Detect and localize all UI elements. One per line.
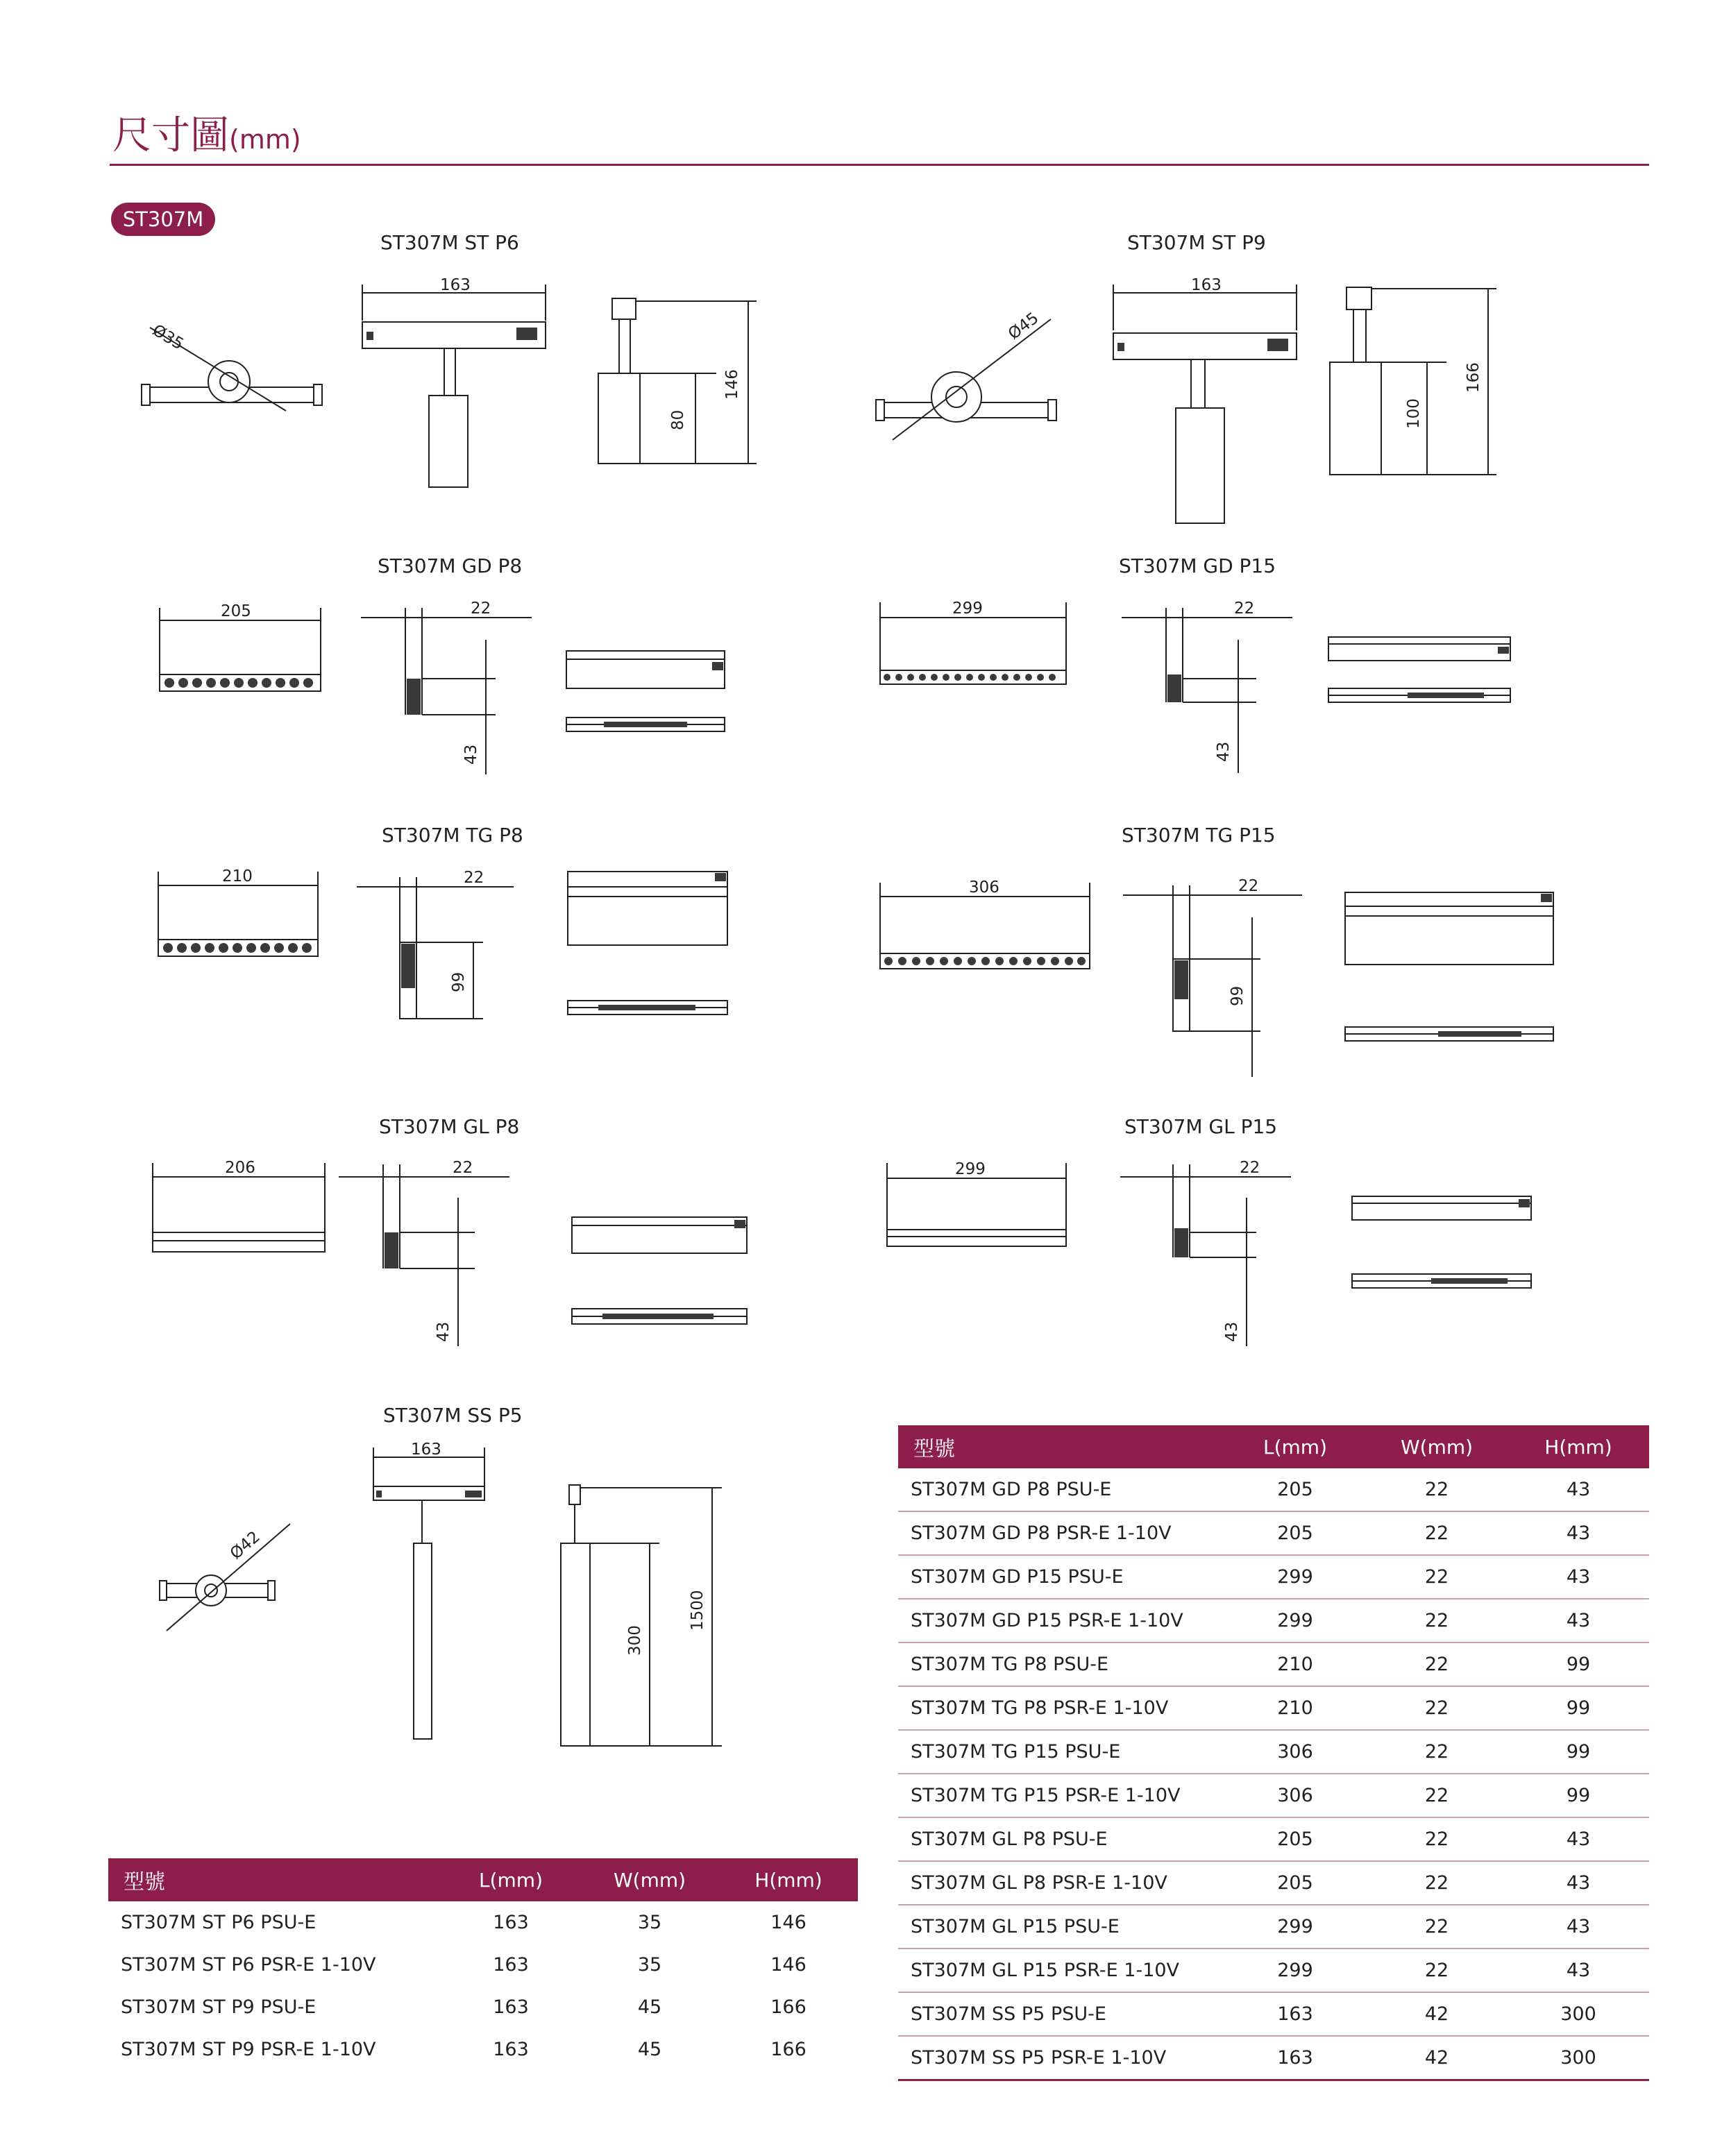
cell-length: 299	[1224, 1599, 1366, 1643]
cell-height: 300	[1508, 1992, 1649, 2036]
ss-p5-total-height-label: 1500	[689, 1590, 707, 1631]
cell-height: 99	[1508, 1643, 1649, 1686]
gd-p15-height-label: 43	[1215, 741, 1233, 762]
cell-width: 22	[1366, 1949, 1508, 1992]
st-p9-length-label: 163	[1191, 276, 1222, 294]
gl-p15-profile-views	[1348, 1187, 1542, 1298]
gl-p8-top-view	[147, 1155, 335, 1266]
header-length: L(mm)	[441, 1858, 580, 1901]
page-title-unit: (mm)	[229, 124, 301, 155]
cell-model: ST307M ST P9 PSR-E 1-10V	[121, 2039, 376, 2060]
series-badge: ST307M	[111, 203, 215, 236]
header-model: 型號	[108, 1858, 441, 1901]
ss-p5-head-height-label: 300	[626, 1625, 644, 1656]
st-p9-side-view	[1323, 280, 1503, 482]
cell-length: 205	[1224, 1861, 1366, 1905]
table-row	[108, 1986, 858, 2028]
tg-p8-width-label: 22	[464, 869, 484, 887]
cell-length: 205	[1224, 1511, 1366, 1555]
figure-label-gd-p15: ST307M GD P15	[1119, 554, 1276, 577]
cell-width: 22	[1366, 1686, 1508, 1730]
cell-length: 210	[1224, 1686, 1366, 1730]
cell-width: 22	[1366, 1774, 1508, 1817]
st-p6-side-view	[591, 291, 772, 472]
header-width: W(mm)	[580, 1858, 719, 1901]
cell-model: ST307M GL P8 PSU-E	[898, 1817, 1224, 1861]
table-header-row	[108, 1858, 858, 1901]
cell-height: 43	[1508, 1555, 1649, 1599]
table-row	[898, 1511, 1649, 1555]
cell-width: 22	[1366, 1905, 1508, 1949]
gd-p15-width-label: 22	[1234, 600, 1255, 618]
st-p9-front-view	[1109, 278, 1303, 527]
cell-height: 43	[1508, 1949, 1649, 1992]
cell-height: 166	[770, 1996, 807, 2018]
ss-p5-top-view	[158, 1506, 297, 1645]
ss-p5-diameter-label: Ø42	[226, 1527, 264, 1563]
table-row	[898, 1905, 1649, 1949]
cell-model: ST307M GD P15 PSU-E	[898, 1555, 1224, 1599]
tg-p15-length-label: 306	[969, 878, 999, 897]
figure-label-st-p6: ST307M ST P6	[380, 231, 519, 254]
gd-p15-profile-views	[1324, 630, 1519, 720]
tg-p8-profile-views	[564, 865, 737, 1024]
cell-length: 299	[1224, 1555, 1366, 1599]
title-rule	[110, 164, 1649, 166]
header-length: L(mm)	[1224, 1425, 1366, 1468]
figure-label-gl-p15: ST307M GL P15	[1124, 1115, 1278, 1138]
cell-width: 45	[637, 1996, 662, 2018]
table-row	[898, 1949, 1649, 1992]
page-title-text: 尺寸圖	[112, 113, 229, 158]
gd-p15-section-view	[1119, 598, 1299, 779]
cell-model: ST307M SS P5 PSR-E 1-10V	[898, 2036, 1224, 2080]
ss-p5-length-label: 163	[411, 1441, 441, 1459]
gd-p8-profile-views	[562, 645, 736, 742]
gl-p15-top-view	[883, 1156, 1077, 1253]
st-p6-head-height-label: 80	[669, 409, 687, 430]
tg-p15-led-array	[884, 957, 1086, 965]
cell-height: 43	[1508, 1905, 1649, 1949]
table-row	[898, 1643, 1649, 1686]
cell-length: 163	[493, 1954, 529, 1976]
tg-p8-length-label: 210	[222, 867, 253, 885]
cell-length: 205	[1224, 1817, 1366, 1861]
cell-length: 306	[1224, 1774, 1366, 1817]
gl-p15-width-label: 22	[1240, 1159, 1260, 1177]
cell-model: ST307M TG P15 PSU-E	[898, 1730, 1224, 1774]
cell-model: ST307M ST P6 PSU-E	[121, 1912, 316, 1933]
cell-model: ST307M GD P15 PSR-E 1-10V	[898, 1599, 1224, 1643]
cell-length: 299	[1224, 1905, 1366, 1949]
cell-height: 43	[1508, 1817, 1649, 1861]
cell-width: 22	[1366, 1468, 1508, 1511]
tg-p15-profile-views	[1341, 885, 1563, 1052]
cell-model: ST307M ST P9 PSU-E	[121, 1996, 316, 2018]
table-row	[898, 1730, 1649, 1774]
header-model: 型號	[898, 1425, 1224, 1468]
gl-p8-height-label: 43	[434, 1321, 453, 1342]
cell-model: ST307M ST P6 PSR-E 1-10V	[121, 1954, 376, 1976]
ss-p5-side-view	[555, 1478, 736, 1756]
cell-length: 306	[1224, 1730, 1366, 1774]
cell-model: ST307M GL P8 PSR-E 1-10V	[898, 1861, 1224, 1905]
cell-length: 163	[493, 2039, 529, 2060]
cell-height: 99	[1508, 1730, 1649, 1774]
cell-height: 43	[1508, 1599, 1649, 1643]
cell-model: ST307M TG P8 PSR-E 1-10V	[898, 1686, 1224, 1730]
gd-p8-length-label: 205	[221, 602, 251, 620]
spec-table-st	[108, 1858, 858, 2071]
st-p9-diameter-label: Ø45	[1004, 309, 1043, 343]
header-height: H(mm)	[719, 1858, 858, 1901]
cell-length: 299	[1224, 1949, 1366, 1992]
table-row	[898, 1817, 1649, 1861]
cell-height: 43	[1508, 1511, 1649, 1555]
table-row	[898, 1599, 1649, 1643]
gl-p8-profile-views	[568, 1210, 755, 1335]
figure-label-gd-p8: ST307M GD P8	[378, 554, 523, 577]
st-p6-length-label: 163	[440, 276, 471, 294]
cell-width: 22	[1366, 1861, 1508, 1905]
cell-width: 45	[637, 2039, 662, 2060]
cell-width: 22	[1366, 1511, 1508, 1555]
cell-model: ST307M GD P8 PSR-E 1-10V	[898, 1511, 1224, 1555]
page-title	[112, 111, 301, 164]
cell-model: ST307M TG P15 PSR-E 1-10V	[898, 1774, 1224, 1817]
cell-height: 166	[770, 2039, 807, 2060]
cell-model: ST307M GD P8 PSU-E	[898, 1468, 1224, 1511]
gl-p15-length-label: 299	[955, 1160, 986, 1178]
cell-width: 22	[1366, 1643, 1508, 1686]
figure-label-gl-p8: ST307M GL P8	[379, 1115, 520, 1138]
cell-height: 99	[1508, 1774, 1649, 1817]
cell-height: 43	[1508, 1468, 1649, 1511]
ss-p5-front-view	[368, 1441, 507, 1746]
gd-p8-section-view	[358, 598, 539, 779]
gd-p8-height-label: 43	[462, 744, 480, 765]
cell-length: 163	[1224, 2036, 1366, 2080]
cell-model: ST307M SS P5 PSU-E	[898, 1992, 1224, 2036]
cell-width: 42	[1366, 2036, 1508, 2080]
cell-height: 43	[1508, 1861, 1649, 1905]
cell-width: 35	[637, 1954, 662, 1976]
st-p6-top-view	[132, 271, 340, 437]
st-p9-total-height-label: 166	[1464, 362, 1483, 393]
cell-model: ST307M GL P15 PSU-E	[898, 1905, 1224, 1949]
gl-p15-height-label: 43	[1223, 1321, 1241, 1342]
table-row	[898, 1774, 1649, 1817]
st-p6-front-view	[358, 278, 552, 493]
cell-length: 163	[493, 1912, 529, 1933]
table-row	[898, 1861, 1649, 1905]
gd-p8-top-view	[154, 598, 328, 695]
figure-label-tg-p8: ST307M TG P8	[382, 824, 523, 847]
gd-p15-top-view	[876, 595, 1077, 693]
table-row	[898, 1555, 1649, 1599]
table-row	[898, 1992, 1649, 2036]
table-row	[898, 2036, 1649, 2080]
cell-width: 42	[1366, 1992, 1508, 2036]
gl-p8-length-label: 206	[225, 1159, 255, 1177]
cell-model: ST307M TG P8 PSU-E	[898, 1643, 1224, 1686]
table-row	[898, 1686, 1649, 1730]
table-row	[898, 1468, 1649, 1511]
figure-label-st-p9: ST307M ST P9	[1127, 231, 1266, 254]
figure-label-tg-p15: ST307M TG P15	[1122, 824, 1276, 847]
header-width: W(mm)	[1366, 1425, 1508, 1468]
cell-length: 210	[1224, 1643, 1366, 1686]
spec-table-main	[898, 1425, 1649, 2081]
table-row	[108, 1944, 858, 1986]
gl-p15-section-view	[1117, 1155, 1305, 1349]
gd-p15-length-label: 299	[952, 600, 983, 618]
tg-p15-section-view	[1120, 876, 1315, 1084]
gd-p8-width-label: 22	[471, 600, 491, 618]
cell-width: 22	[1366, 1599, 1508, 1643]
cell-length: 163	[493, 1996, 529, 2018]
cell-length: 205	[1224, 1468, 1366, 1511]
table-row	[108, 2028, 858, 2071]
st-p6-diameter-label: Ø35	[149, 321, 187, 354]
tg-p15-width-label: 22	[1238, 877, 1259, 895]
cell-height: 300	[1508, 2036, 1649, 2080]
gl-p8-width-label: 22	[453, 1159, 473, 1177]
tg-p15-top-view	[876, 876, 1098, 973]
gd-p15-led-array	[884, 674, 1056, 681]
tg-p8-top-view	[154, 865, 328, 962]
cell-height: 146	[770, 1954, 807, 1976]
cell-height: 146	[770, 1912, 807, 1933]
st-p9-top-view	[869, 291, 1070, 451]
cell-width: 22	[1366, 1817, 1508, 1861]
st-p6-total-height-label: 146	[723, 369, 741, 400]
st-p9-head-height-label: 100	[1405, 398, 1423, 429]
tg-p8-height-label: 99	[450, 971, 468, 992]
cell-width: 22	[1366, 1730, 1508, 1774]
gl-p8-section-view	[336, 1155, 523, 1349]
tg-p8-section-view	[354, 867, 534, 1034]
figure-label-ss-p5: ST307M SS P5	[383, 1404, 523, 1427]
cell-height: 99	[1508, 1686, 1649, 1730]
header-height: H(mm)	[1508, 1425, 1649, 1468]
cell-length: 163	[1224, 1992, 1366, 2036]
cell-model: ST307M GL P15 PSR-E 1-10V	[898, 1949, 1224, 1992]
cell-width: 35	[637, 1912, 662, 1933]
tg-p15-height-label: 99	[1229, 985, 1247, 1006]
table-header-row	[898, 1425, 1649, 1468]
table-row	[108, 1901, 858, 1944]
cell-width: 22	[1366, 1555, 1508, 1599]
